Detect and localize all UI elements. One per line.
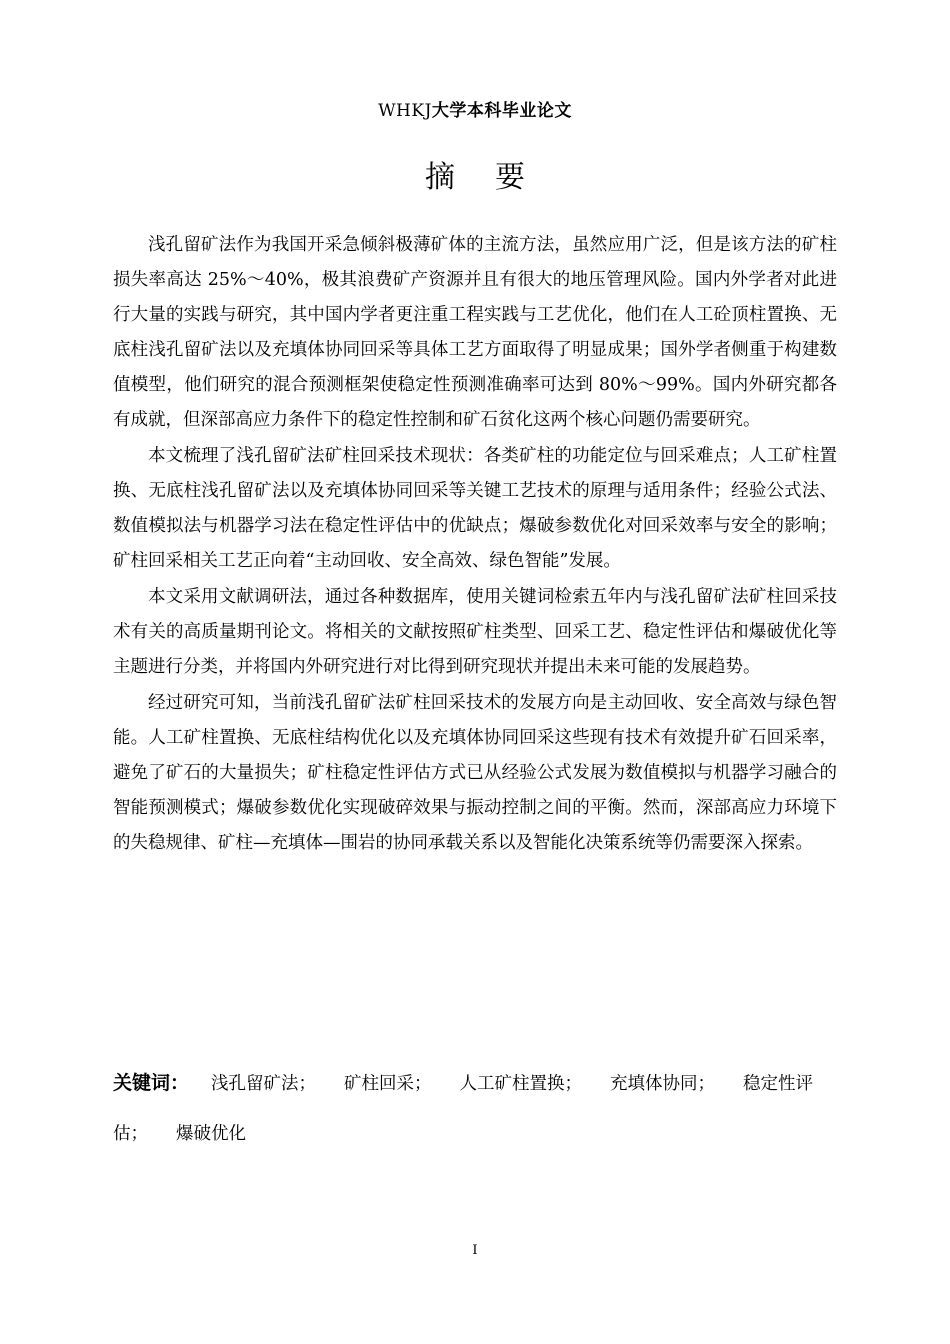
abstract-paragraph-2: 本文梳理了浅孔留矿法矿柱回采技术现状：各类矿柱的功能定位与回采难点；人工矿柱置换、无底柱浅孔留矿法以及充填体协同回采等关键工艺技术的原理与适用条件；经验公式法、数值模拟法与机器学习法在稳定性评估中的优缺点；爆破参数优化对回采效率与安全的影响；矿柱回采相关工艺正向着“主动回收、安全高效、绿色智能”发展。 — [113, 446, 837, 571]
keywords-section — [113, 1058, 837, 1159]
keywords-label: 关键词： — [113, 1072, 190, 1094]
abstract-title: 摘要 — [425, 160, 565, 195]
keyword-item: 爆破优化 — [176, 1124, 246, 1144]
keyword-item: 人工矿柱置换； — [459, 1074, 583, 1094]
keyword-item: 稳定性评估； — [113, 1074, 814, 1144]
running-header — [0, 96, 950, 121]
abstract-paragraph-4: 经过研究可知，当前浅孔留矿法矿柱回采技术的发展方向是主动回收、安全高效与绿色智能。人工矿柱置换、无底柱结构优化以及充填体协同回采这些现有技术有效提升矿石回采率，避免了矿石的大量损失；矿柱稳定性评估方式已从经验公式发展为数值模拟与机器学习融合的智能预测模式；爆破参数优化实现破碎效果与振动控制之间的平衡。然而，深部高应力环境下的失稳规律、矿柱—充填体—围岩的协同承载关系以及智能化决策系统等仍需要深入探索。 — [113, 693, 837, 853]
abstract-paragraph-3: 本文采用文献调研法，通过各种数据库，使用关键词检索五年内与浅孔留矿法矿柱回采技术有关的高质量期刊论文。将相关的文献按照矿柱类型、回采工艺、稳定性评估和爆破优化等主题进行分类，并将国内外研究进行对比得到研究现状并提出未来可能的发展趋势。 — [113, 587, 837, 677]
header-school-code: WHKJ — [378, 101, 432, 121]
abstract-paragraph-1: 浅孔留矿法作为我国开采急倾斜极薄矿体的主流方法，虽然应用广泛，但是该方法的矿柱损失率高达 25%～40%，极其浪费矿产资源并且有很大的地压管理风险。国内外学者对此进行大量的实践与研究，其中国内学者更注重工程实践与工艺优化，他们在人工砼顶柱置换、无底柱浅孔留矿法以及充填体协同回采等具体工艺方面取得了明显成果；国外学者侧重于构建数值模型，他们研究的混合预测框架使稳定性预测准确率可达到 80%～99%。国内外研究都各有成就，但深部高应力条件下的稳定性控制和矿石贫化这两个核心问题仍需要研究。 — [113, 235, 837, 430]
keyword-item: 浅孔留矿法； — [211, 1074, 317, 1094]
header-thesis-type: 大学本科毕业论文 — [431, 101, 572, 121]
abstract-body — [113, 228, 837, 862]
keyword-item: 矿柱回采； — [344, 1074, 432, 1094]
keyword-item: 充填体协同； — [610, 1074, 716, 1094]
page-number: I — [472, 1243, 478, 1258]
